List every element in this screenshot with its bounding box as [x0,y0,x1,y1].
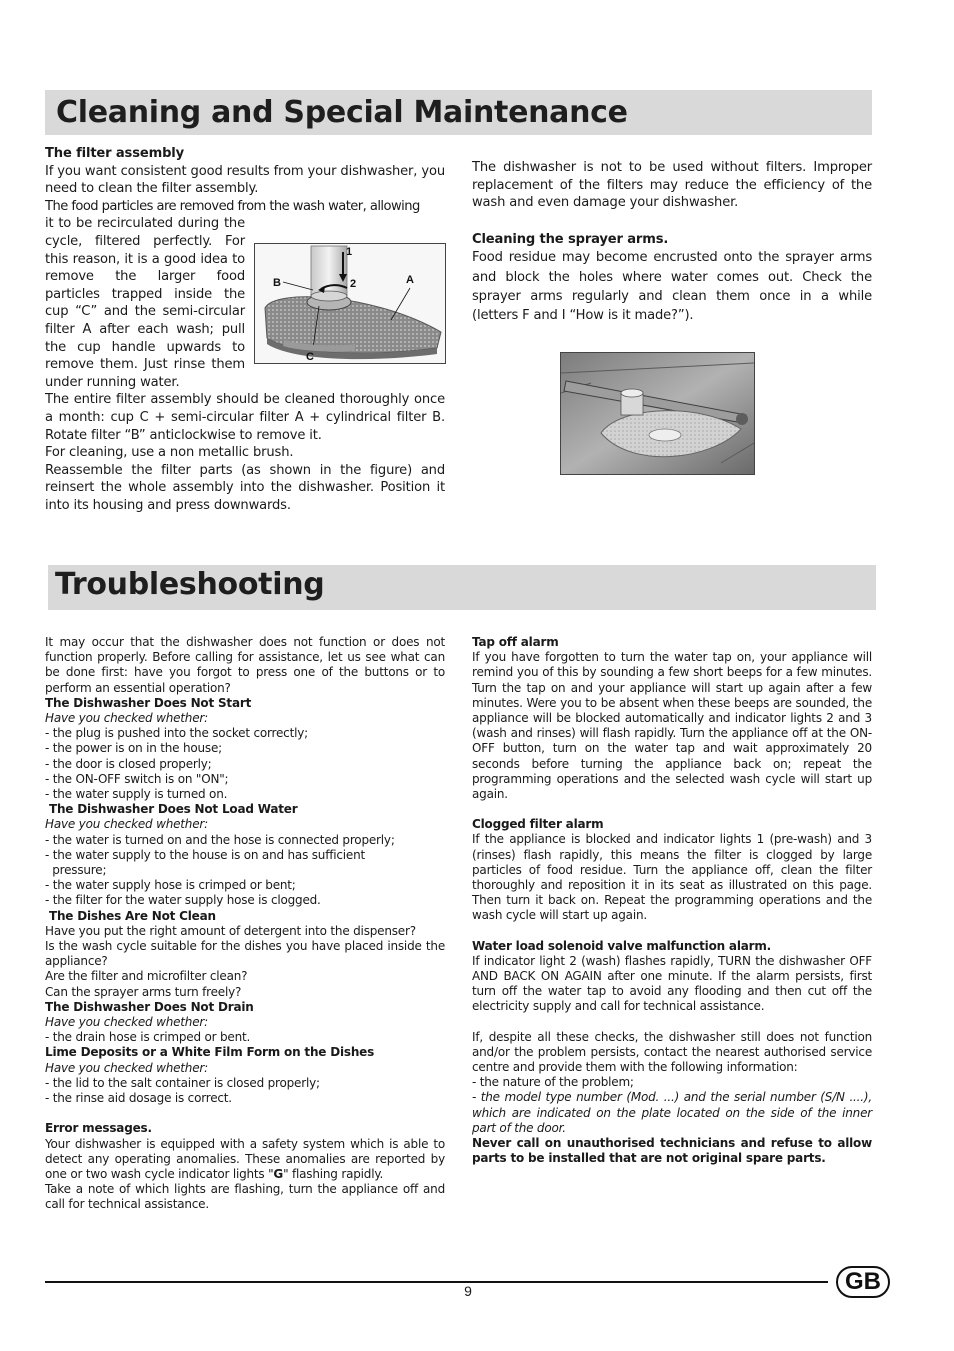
page-number: 9 [464,1283,472,1299]
filter-paragraph-2b: it to be recirculated during the cycle, filtered perfectly. For this reason, it is a good idea to remove the larger food particles trapped inside the cup “C” and the semi-circular filter A after each wash; pull the cup handle upwards to remove them. Just rinse them under running water. [45,216,245,390]
valve-alarm-heading: Water load solenoid valve malfunction alarm. [472,938,772,953]
figure-label-b: B [273,277,281,289]
maintenance-title: Cleaning and Special Maintenance [45,90,872,135]
lime-item: - the lid to the salt container is closed properly; [45,1075,320,1090]
no-drain-item: - the drain hose is crimped or bent. [45,1030,251,1045]
not-clean-item: Is the wash cycle suitable for the dishes you have placed inside the appliance? [45,939,445,969]
no-start-item: - the power is on in the house; [45,741,223,756]
valve-alarm-paragraph: If indicator light 2 (wash) flashes rapidly, TURN the dishwasher OFF AND BACK ON AGAIN after one minute. If the alarm persists, first turn off the water tap to avoid any flooding and then cut off the electricity supply and call for technical assistance. [472,953,872,1014]
no-water-item: - the water supply to the house is on and has sufficient [45,847,366,862]
troubleshooting-title: Troubleshooting [48,565,876,610]
figure-label-a: A [406,274,414,286]
error-light-g: G [273,1166,284,1181]
filter-paragraph-3: The entire filter assembly should be cleaned thoroughly once a month: cup C + semi-circular filter A + cylindrical filter B. Rotate filter “B” anticlockwise to remove it. [45,392,445,443]
no-water-item: - the water supply hose is crimped or bent; [45,878,296,893]
service-item-2: - the model type number (Mod. ...) and the serial number (S/N ....), which are indicated on the plate located on the side of the inner part of the door. [472,1090,872,1135]
clog-alarm-paragraph: If the appliance is blocked and indicator lights 1 (pre-wash) and 3 (rinses) flash rapidly, this means the filter is clogged by large particles of food residue. Turn the appliance off, clean the filter thoroughly and reposition it in its seat as illustrated on this page. Then turn it back on. Repeat the programming operations and the wash cycle will start up again. [472,832,872,923]
no-start-item: - the plug is pushed into the socket correctly; [45,726,308,741]
filters-warning: The dishwasher is not to be used without filters. Improper replacement of the filters may reduce the efficiency of the wash and even damage your dishwasher. [472,160,872,211]
no-drain-heading: The Dishwasher Does Not Drain [45,999,254,1014]
no-start-heading: The Dishwasher Does Not Start [45,695,252,710]
no-water-item: - the filter for the water supply hose is clogged. [45,893,321,908]
troubleshooting-right-column [472,635,872,1167]
not-clean-item: Have you put the right amount of detergent into the dispenser? [45,923,416,938]
service-item-1: - the nature of the problem; [472,1075,634,1090]
filter-paragraph-1: If you want consistent good results from your dishwasher, you need to clean the filter assembly. [45,163,445,197]
sprayer-arms-column [472,159,872,325]
lime-item: - the rinse aid dosage is correct. [45,1091,232,1106]
sprayer-heading: Cleaning the sprayer arms. [472,231,669,247]
filter-paragraph-5: Reassemble the filter parts (as shown in the figure) and reinsert the whole assembly into the dishwasher. Position it into its housing and press downwards. [45,462,445,513]
not-clean-item: Can the sprayer arms turn freely? [45,984,242,999]
filter-heading: The filter assembly [45,146,185,161]
no-start-item: - the ON-OFF switch is on "ON"; [45,771,229,786]
service-paragraph: If, despite all these checks, the dishwasher still does not function and/or the problem persists, contact the nearest authorised service centre and provide them with the following information: [472,1029,872,1075]
service-warning: Never call on unauthorised technicians and refuse to allow parts to be installed that are not original spare parts. [472,1136,872,1166]
checked-label: Have you checked whether: [45,1060,208,1075]
filter-paragraph-2a: The food particles are removed from the wash water, allowing [45,198,420,214]
error-heading: Error messages. [45,1121,152,1136]
not-clean-heading: The Dishes Are Not Clean [45,908,216,923]
checked-label: Have you checked whether: [45,711,208,726]
clog-alarm-heading: Clogged filter alarm [472,817,604,832]
figure-label-2: 2 [350,278,357,290]
sprayer-arm-illustration [561,353,754,474]
no-start-item: - the door is closed properly; [45,756,212,771]
checked-label: Have you checked whether: [45,817,208,832]
filter-paragraph-4: For cleaning, use a non metallic brush. [45,445,294,461]
figure-label-c: C [306,351,314,363]
error-paragraph-2: Take a note of which lights are flashing, turn the appliance off and call for technical assistance. [45,1182,445,1212]
figure-label-1: 1 [346,246,353,258]
error-paragraph-1 [45,1137,445,1183]
sprayer-arm-photo [560,352,755,475]
checked-label: Have you checked whether: [45,1015,208,1030]
filter-assembly-illustration [255,244,445,363]
no-start-item: - the water supply is turned on. [45,787,228,802]
sprayer-paragraph: Food residue may become encrusted onto the sprayer arms and block the holes where water comes out. Check the sprayer arms regularly and clean them once in a while (letters F and I “How is it made?”). [472,250,872,323]
tap-alarm-heading: Tap off alarm [472,635,559,649]
filter-assembly-figure [254,243,446,364]
error-text-a: Your dishwasher is equipped with a safety system which is able to detect any operating anomalies. These anomalies are reported by one or two wash cycle indicator lights " [45,1136,445,1181]
footer-rule [45,1281,828,1283]
no-water-item: - the water is turned on and the hose is connected properly; [45,832,395,847]
not-clean-item: Are the filter and microfilter clean? [45,969,248,984]
no-water-item: pressure; [45,863,107,878]
error-text-b: " flashing rapidly. [283,1166,384,1181]
no-water-heading: The Dishwasher Does Not Load Water [45,802,298,817]
language-badge: GB [836,1266,890,1298]
troubleshooting-intro: It may occur that the dishwasher does not function or does not function properly. Before calling for assistance, let us see what can be done first: have you forgot to press one of the buttons or to perform an essential operation? [45,635,445,695]
troubleshooting-left-column [45,635,445,1213]
lime-heading: Lime Deposits or a White Film Form on the Dishes [45,1045,375,1060]
tap-alarm-paragraph: If you have forgotten to turn the water tap on, your appliance will remind you of this by sounding a few short beeps for a few minutes. Turn the tap on and your appliance will start up again after a few minutes. Were you to be absent when these beeps are sounded, the appliance will be blocked automatically and indicator lights 2 and 3 (wash and rinses) will flash rapidly. Turn the appliance off at the ON-OFF button, turn on the water tap and wait approximately 20 seconds before turning the appliance back on; repeat the programming operations and the selected wash cycle will start up again. [472,650,872,802]
